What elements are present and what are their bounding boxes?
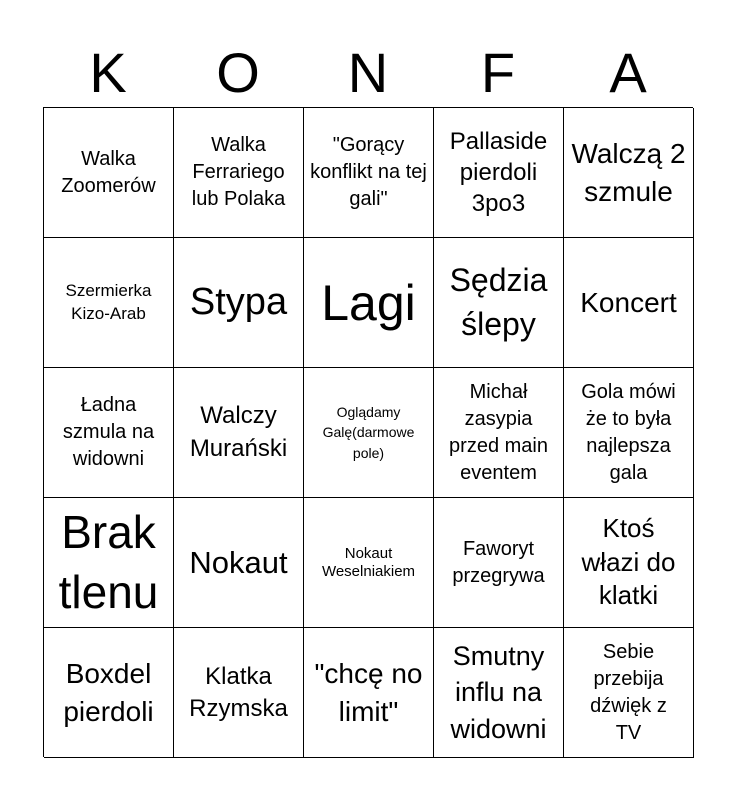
header-letter-k: K [89, 41, 127, 104]
bingo-cell[interactable] [564, 628, 694, 758]
bingo-cell[interactable] [434, 628, 564, 758]
bingo-cell[interactable] [564, 498, 694, 628]
cell-label: Lagi [321, 274, 416, 331]
bingo-cell[interactable] [44, 498, 174, 628]
bingo-header [43, 40, 693, 106]
cell-label: Szermierka Kizo-Arab [65, 281, 152, 323]
bingo-cell[interactable] [44, 628, 174, 758]
bingo-cell[interactable] [174, 368, 304, 498]
cell-label: Gola mówi że to była najlepsza gala [581, 380, 676, 484]
bingo-cell[interactable] [304, 498, 434, 628]
bingo-cell[interactable] [44, 238, 174, 368]
cell-label: Walczą 2 szmule [571, 137, 686, 207]
bingo-cell[interactable] [304, 628, 434, 758]
cell-label: Stypa [189, 280, 288, 323]
cell-label: "chcę no limit" [314, 657, 423, 727]
bingo-board [43, 107, 693, 757]
header-letter-n: N [347, 41, 389, 104]
cell-label: Faworyt przegrywa [452, 537, 545, 587]
cell-label: Michał zasypia przed main eventem [449, 380, 548, 484]
bingo-cell[interactable] [44, 368, 174, 498]
bingo-cell[interactable] [304, 368, 434, 498]
bingo-cell[interactable] [564, 108, 694, 238]
bingo-cell[interactable] [304, 238, 434, 368]
cell-label: Ktoś włazi do klatki [581, 512, 676, 611]
cell-label: Walczy Murański [189, 402, 288, 462]
cell-label: Walka Ferrariego lub Polaka [191, 134, 286, 210]
header-letter-f: F [480, 41, 516, 104]
bingo-cell[interactable] [174, 628, 304, 758]
cell-label: Ładna szmula na widowni [62, 394, 155, 470]
bingo-cell[interactable] [434, 108, 564, 238]
bingo-cell[interactable] [564, 368, 694, 498]
header-letter-a: A [609, 41, 647, 104]
cell-label: "Gorący konflikt na tej gali" [310, 134, 427, 210]
bingo-cell[interactable] [564, 238, 694, 368]
cell-label: Sędzia ślepy [449, 262, 548, 342]
cell-label: Koncert [580, 286, 677, 318]
header-letter-o: O [216, 41, 260, 104]
bingo-cell[interactable] [434, 368, 564, 498]
cell-label: Walka Zoomerów [61, 147, 156, 197]
cell-label: Sebie przebija dźwięk z TV [590, 640, 667, 744]
cell-label: Pallaside pierdoli 3po3 [449, 127, 548, 218]
bingo-cell[interactable] [434, 498, 564, 628]
bingo-cell[interactable] [174, 498, 304, 628]
cell-label: Nokaut Weselniakiem [321, 544, 416, 580]
bingo-cell[interactable] [44, 108, 174, 238]
cell-label: Smutny influ na widowni [450, 640, 547, 744]
bingo-cell[interactable] [174, 108, 304, 238]
cell-label: Boxdel pierdoli [63, 657, 154, 727]
cell-label: Nokaut [189, 544, 288, 580]
cell-label: Brak tlenu [58, 505, 159, 618]
bingo-cell[interactable] [434, 238, 564, 368]
bingo-cell[interactable] [304, 108, 434, 238]
cell-label: Oglądamy Galę(darmowe pole) [322, 404, 415, 461]
bingo-cell[interactable] [174, 238, 304, 368]
cell-label: Klatka Rzymska [189, 663, 288, 722]
